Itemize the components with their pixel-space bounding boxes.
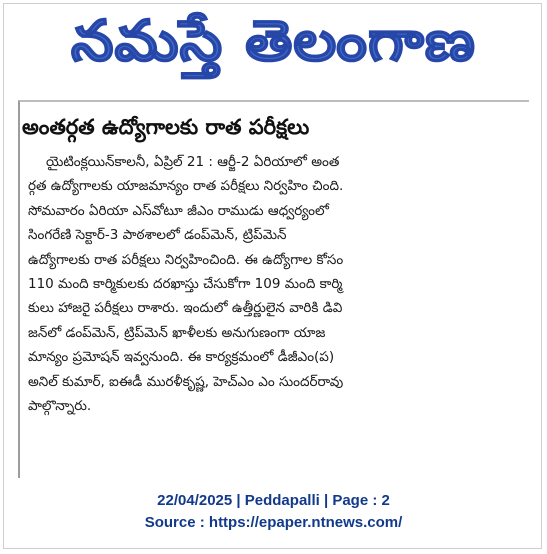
newspaper-masthead	[0, 6, 547, 78]
article-line: 110 మంది కార్మికులకు దరఖాస్తు చేసుకోగా 109 మంది కార్మి	[28, 276, 343, 293]
masthead-title: నమస్తే తెలంగాణ	[71, 9, 476, 74]
article-line: మాన్యం ప్రమోషన్ ఇవ్వనుంది. ఈ కార్యక్రమంలో డీజీఎం(ప)	[28, 349, 335, 366]
article-line: కులు హాజరై పరీక్షలు రాశారు. ఇందులో ఉత్తీర్ణులైన వారికి డివి	[28, 300, 343, 317]
article-line: ర్గత ఉద్యోగాలకు యాజమాన్యం రాత పరీక్షలు నిర్వహిం చింది.	[28, 178, 344, 195]
article-line: సింగరేణి సెక్టార్-3 పాఠశాలలో డంప్‌మెన్, ట్రిప్‌మెన్	[28, 227, 287, 244]
source-link[interactable]: Source : https://epaper.ntnews.com/	[144, 514, 403, 531]
article-line: యైటింక్లయిన్‌కాలనీ, ఏప్రిల్ 21 : ఆర్జీ-2 ఏరియాలో అంత	[46, 154, 340, 170]
article-line: సోమవారం ఏరియా ఎస్‌వోటూ జీఎం రాముడు ఆధ్వర్యంలో	[28, 202, 329, 219]
publication-meta: 22/04/2025 | Peddapalli | Page : 2	[157, 492, 390, 509]
article-line: అనిల్ కుమార్, ఐఈడీ మురళీకృష్ణ, హెచ్‌ఎం ఎం సుందర్‌రావు	[28, 373, 344, 390]
article-line: జన్‌లో డంప్‌మెన్, ట్రిప్‌మెన్ ఖాళీలకు అనుగుణంగా యాజ	[28, 324, 326, 341]
article-line: ఉద్యోగాలకు రాత పరీక్షలు నిర్వహించింది. ఈ ఉద్యోగాల కోసం	[28, 251, 344, 268]
article-headline: అంతర్గత ఉద్యోగాలకు రాత పరీక్షలు	[22, 115, 310, 139]
article-line: పాల్గొన్నారు.	[28, 398, 92, 415]
footer-info	[0, 490, 547, 534]
article-body	[28, 150, 518, 418]
